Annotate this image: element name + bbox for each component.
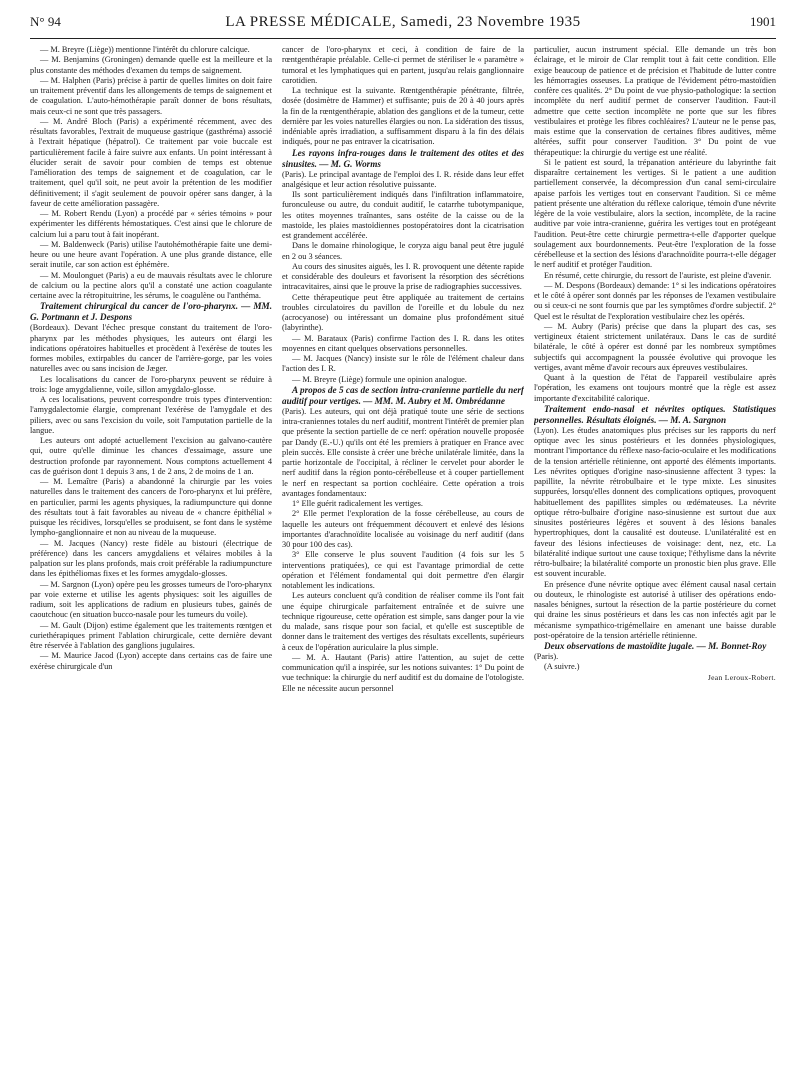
running-header	[30, 14, 776, 39]
paragraph: 1° Elle guérit radicalement les vertiges.	[292, 499, 423, 508]
paragraph: Au cours des sinusites aiguës, les I. R. provoquent une détente rapide et considérable des douleurs et favorisent la résorption des sécrétions intracavitaires, ainsi que le prouve la prise de radiographies successives.	[282, 261, 524, 292]
paragraph: (Bordeaux). Devant l'échec presque constant du traitement de l'oro-pharynx par les méthodes physiques, les auteurs ont élargi les indications opératoires habituelles et procèdent à l'exérèse de toutes les formes mobiles, extirpables du cancer de l'arrière-gorge, par les voies naturelles avec ou sans incision de Jæger.	[30, 323, 272, 374]
paragraph: Les auteurs ont adopté actuellement l'excision au galvano-cautère qui, outre qu'elle diminue les chances d'essaimage, assure une destruction profonde par rayonnement. Nous comptons actuellement 4 cas de guérison dont 1 depuis 3 ans, 1 de 2 ans, 2 de moins de 1 an.	[30, 436, 272, 476]
paragraph: En présence d'une névrite optique avec élément causal nasal certain ou douteux, le rhinologiste est autorisé à utiliser des opérations endo-nasales bénignes, surtout la résection de la partie postérieure du cornet qui draine les sinus postérieurs et dans les cas non infectés agit par le mécanisme sympathico-trigémellaire en amenant une baisse durable post-opératoire de la tension artérielle rétinienne.	[534, 579, 776, 640]
paragraph: — M. Aubry (Paris) précise que dans la plupart des cas, ses vertigineux étaient strictement unilatéraux. Dans le cas de surdité bilatérale, le côté à opérer est donné par les nombreux symptômes subjectifs qui accompagnent la poussée évolutive qui provoque les vertiges, avant même d'avoir recours aux épreuves vestibulaires.	[534, 321, 776, 372]
issue-number: N° 94	[30, 14, 61, 29]
author-signature: Jean Leroux-Robert.	[707, 672, 776, 682]
section-heading: Traitement endo-nasal et névrites optiques. Statistiques personnelles. Résultats éloignés. — M. A. Sargnon	[534, 403, 776, 425]
paragraph: (Paris).	[534, 652, 559, 661]
paragraph: Cette thérapeutique peut être appliquée au traitement de certains troubles circulatoires du pavillon de l'oreille et du lobule du nez (acrocyanose) ou intéressant un domaine plus profondément situé (labyrinthe).	[282, 292, 524, 333]
paragraph: — M. Jacques (Nancy) insiste sur le rôle de l'élément chaleur dans l'action des I. R.	[282, 354, 524, 374]
paragraph: — M. Halphen (Paris) précise à partir de quelles limites on doit faire un traitement préventif dans les allongements de temps de saignement et de coagulation. L'auto-hémothérapie paraît donner de bons résultats, mais ceux-ci ne sont que très passagers.	[30, 75, 272, 116]
paragraph: Les localisations du cancer de l'oro-pharynx peuvent se réduire à trois: loge amygdalienne, voile, sillon amygdalo-glosse.	[30, 374, 272, 394]
paragraph: (Paris). Le principal avantage de l'emploi des I. R. réside dans leur effet analgésique et leur action résolutive puissante.	[282, 169, 524, 189]
page-folio: 1901	[750, 14, 776, 29]
paragraph: — M. Benjamins (Groningen) demande quelle est la meilleure et la plus constante des méthodes d'examen du temps de saignement.	[30, 55, 272, 75]
paragraph: — M. Breyre (Liège) formule une opinion analogue.	[292, 374, 467, 384]
paragraph: — M. Jacques (Nancy) reste fidèle au bistouri (électrique de préférence) dans les cancers amygdaliens et vélaires mobiles à la palpation sur les plans profonds, mais croit préférable la radiumpuncture dans les épithéliomas fixes et les formes amygdalo-glosses.	[30, 538, 272, 579]
issue-date: Samedi, 23 Novembre 1935	[400, 14, 581, 30]
section-heading: Deux observations de mastoïdite jugale. — M. Bonnet-Roy	[544, 641, 767, 651]
section-heading: Les rayons infra-rouges dans le traitement des otites et des sinusites. — M. G. Worms	[282, 147, 524, 169]
paragraph: cancer de l'oro-pharynx et ceci, à condition de faire de la rœntgenthérapie préalable. Celle-ci permet de stériliser le « paramètre » tumoral et les lymphatiques qui en partent, jusqu'au relais ganglionnaire carotidien.	[282, 45, 524, 85]
paragraph: Les auteurs concluent qu'à condition de réaliser comme ils l'ont fait une équipe chirurgicale parfaitement entraînée et de suivre une technique rigoureuse, cette opération est simple, sans danger pour la vie du malade, sans risque pour son facial, et qu'elle est susceptible de donner dans le traitement des vertiges des résultats excellents, supérieurs à ceux de l'opération auriculaire la plus simple.	[282, 591, 524, 652]
paragraph: — M. Breyre (Liège)) mentionne l'intérêt du chlorure calcique.	[40, 45, 250, 54]
column-left	[30, 45, 272, 1075]
paragraph: — M. Gault (Dijon) estime également que les traitements rœntgen et curiethérapiques priment l'ablation chirurgicale, cette dernière devant être réservée à l'ablation des ganglions jugulaires.	[30, 620, 272, 650]
paragraph: particulier, aucun instrument spécial. Elle demande un très bon éclairage, et le miroir de Clar remplit tout à fait cette condition. Elle exige beaucoup de patience et de précision et l'habitude de lutter contre les hémorragies osseuses. La pratique de l'évidement pétro-mastoïdien confère ces qualités. 2° Du point de vue physio-pathologique: la section incomplète du nerf auditif permet de conserver l'audition. Faut-il admettre que cette section incomplète ne porte que sur les fibres vestibulaires et protège les fibres cochléaires? L'auteur ne le pense pas, mais estime que la conservation de certaines fibres auditives, même altérées, suffit pour conserver l'audition. 3° Du point de vue thérapeutique: la chirurgie du vertige est une réalité.	[534, 45, 776, 157]
paragraph: La technique est la suivante. Rœntgenthérapie pénétrante, filtrée, dosée (dosimètre de Hammer) et suffisante; puis de 20 à 40 jours après la fin de la rœntgenthérapie, ablation des ganglions et de la tumeur, cette dernière par les voies naturelles élargies ou non. La sidération des tissus, indéniable après irradiation, a suffisamment disparu à la fin des délais indiqués, pour ne pas entraver la cicatrisation.	[282, 86, 524, 147]
section-heading: Traitement chirurgical du cancer de l'oro-pharynx. — MM. G. Portmann et J. Despons	[30, 301, 272, 323]
paragraph: Dans le domaine rhinologique, le coryza aigu banal peut être jugulé en 2 ou 3 séances.	[282, 241, 524, 261]
paragraph: 3° Elle conserve le plus souvent l'audition (4 fois sur les 5 interventions pratiquées), ce qui est l'avantage primordial de cette opération et l'élément fondamental qui doit permettre d'en élargir notablement les indications.	[282, 550, 524, 590]
paragraph: — M. Robert Rendu (Lyon) a procédé par « séries témoins » pour expérimenter les différents hémostatiques. C'est ainsi que le chlorure de calcium lui a paru tout à fait inopérant.	[30, 209, 272, 239]
column-right	[534, 45, 776, 1075]
paragraph: En résumé, cette chirurgie, du ressort de l'auriste, est pleine d'avenir.	[544, 270, 772, 280]
paragraph: 2° Elle permet l'exploration de la fosse cérébelleuse, au cours de laquelle les auteurs ont fréquemment découvert et enlevé des lésions importantes d'arachnoïdite localisée au voisinage du nerf auditif (dans 30 pour 100 des cas).	[282, 509, 524, 549]
paragraph: (Lyon). Les études anatomiques plus précises sur les rapports du nerf optique avec les sinus postérieurs et les données physiologiques, montrant l'importance du réflexe naso-facio-oculaire et les modifications de la tension artérielle rétinienne, ont apporté des éléments importants. Les névrites optiques d'origine naso-sinusienne affectent 3 types: la papillite, la névrite rétrobulbaire et le type mixte. Les sinusites suppurées, lorsqu'elles donnent des complications optiques, provoquent habituellement des papillites simples ou œdémateuses. La névrite optique rétro-bulbaire d'origine naso-sinusienne est surtout due aux sinusites postérieures légères et souvent à des lésions banales hypertrophiques, dont la causalité est douteuse. L'unilatéralité est en faveur des lésions infectieuses de voisinage: dent, nez, etc. La bilatéralité indique surtout une cause toxique; l'éthylisme dans la névrite rétro-bulbaire; la bilatéralité comporte un pronostic bien plus grave. Elle est souvent incurable.	[534, 425, 776, 579]
paragraph: (A suivre.)	[544, 662, 580, 672]
paragraph: Quant à la question de l'état de l'appareil vestibulaire après l'opération, les examens ont toujours montré que la règle est assez importante d'excitabilité calorique.	[534, 373, 776, 403]
publication-title: LA PRESSE MÉDICALE,	[225, 14, 397, 30]
paragraph: Si le patient est sourd, la trépanation antérieure du labyrinthe fait disparaître certainement les vertiges. Si le patient a une audition partiellement conservée, la décompression d'un canal semi-circulaire apaise parfois les vertiges tout en conservant l'audition. Si ce même patient présente une altération du réflexe calorique, témoin d'une névrite légère de la voie vestibulaire, alors la section, incomplète, de la racine auditive par voie intra-cranienne, guérira les vertiges tout en protégeant l'audition. Peut-être cette chirurgie permettra-t-elle d'apporter quelque soulagement aux bourdonnements. Peut-être l'exploration de la fosse cérébelleuse et la section des lésions d'arachnoïdite pourra-t-elle dégager le nerf auditif et protéger l'audition.	[534, 157, 776, 270]
paragraph: — M. Despons (Bordeaux) demande: 1° si les indications opératoires et le côté à opérer sont donnés par les réponses de l'examen vestibulaire ou si ceux-ci ne sont fournis que par les symptômes d'ordre subjectif. 2° Quel est le résultat de l'exploration vestibulaire chez les opérés.	[534, 280, 776, 321]
masthead	[110, 14, 696, 31]
paragraph: — M. Lemaître (Paris) a abandonné la chirurgie par les voies naturelles dans le traitement des cancers de l'oro-pharynx et lui préfère, en particulier, parmi les agents physiques, la radiumpuncture qui donne des résultats tout à fait favorables au niveau de « chancre épithélial » puisque les récidives, lorsqu'elles se produisent, se font dans le système lympho-ganglionnaire et non au niveau de la muqueuse.	[30, 477, 272, 538]
section-heading: A propos de 5 cas de section intra-cranienne partielle du nerf auditif pour vertiges. — MM. M. Aubry et M. Ombrédanne	[282, 384, 524, 406]
column-middle	[282, 45, 524, 1075]
paragraph: — M. Baldenweck (Paris) utilise l'autohémothérapie faite une demi-heure ou une heure avant l'opération. A une plus grande distance, elle serait inutile, car son action est éphémère.	[30, 239, 272, 270]
paragraph: — M. André Bloch (Paris) a expérimenté récemment, avec des résultats favorables, l'extrait de muqueuse gastrique (gasthréma) associé à l'extrait hépatique (hépatrol). Ce traitement par voie buccale est particulièrement facile à faire suivre aux enfants. Un point intéressant à élucider serait de savoir pour combien de temps est obtenue l'amélioration des temps de saignement et de coagulation, car le traitement, quel qu'il soit, ne peut avoir la prétention de les modifier définitivement; il s'agit seulement de pouvoir opérer sans danger, à la faveur de cette amélioration passagère.	[30, 116, 272, 208]
article-columns	[30, 45, 776, 1075]
paragraph: A ces localisations, peuvent correspondre trois types d'intervention: l'amygdalectomie élargie, comprenant l'exérèse de l'amygdale et des piliers, avec ou sans l'excision du voile, soit l'amputation partielle de la langue.	[30, 395, 272, 435]
paragraph: (Paris). Les auteurs, qui ont déjà pratiqué toute une série de sections intra-craniennes totales du nerf auditif, montrent l'intérêt de premier plan que présente la section partielle de ce nerf: opération nouvelle proposée par Dandy (E.-U.) qu'ils ont été les premiers à pratiquer en France avec plein succès. Elle consiste à créer une brèche unilatérale limitée, dans la partie horizontale de l'occipital, à récliner le cervelet pour aborder le nerf auditif dans la région ponto-cérébelleuse et à couper partiellement le nerf en respectant sa portion cochléaire. Cette opération a trois avantages fondamentaux:	[282, 406, 524, 498]
paragraph: Ils sont particulièrement indiqués dans l'infiltration inflammatoire, furonculeuse ou autre, du conduit auditif, le catarrhe tubotympanique, les otites moyennes traînantes, sans ostéite de la caisse ou de la mastoïde, les plaies mastoïdiennes postopératoires dont la cicatrisation est grandement accélérée.	[282, 190, 524, 240]
paragraph: — M. Sargnon (Lyon) opère peu les grosses tumeurs de l'oro-pharynx par voie externe et utilise les agents physiques: soit les aiguilles de radium, soit les applications de radium en plusieurs tubes, gainés de caoutchouc (en situation bucco-nasale pour les tumeurs du voile).	[30, 579, 272, 620]
paragraph: — M. Maurice Jacod (Lyon) accepte dans certains cas de faire une exérèse chirurgicale d'un	[30, 651, 272, 671]
paragraph: — M. A. Hautant (Paris) attire l'attention, au sujet de cette communication qu'il a inspirée, sur les notions suivantes: 1° Du point de vue technique: la chirurgie du nerf auditif est du domaine de l'otologiste. Elle ne nécessite aucun personnel	[282, 652, 524, 693]
paragraph: — M. Barataux (Paris) confirme l'action des I. R. dans les otites moyennes en citant quelques observations personnelles.	[282, 333, 524, 353]
paragraph: — M. Moulonguet (Paris) a eu de mauvais résultats avec le chlorure de calcium ou la pectine alors qu'il a constaté une action coagulante certaine avec la rétropituitrine, les sérums, le coagulène ou l'anthéma.	[30, 270, 272, 300]
